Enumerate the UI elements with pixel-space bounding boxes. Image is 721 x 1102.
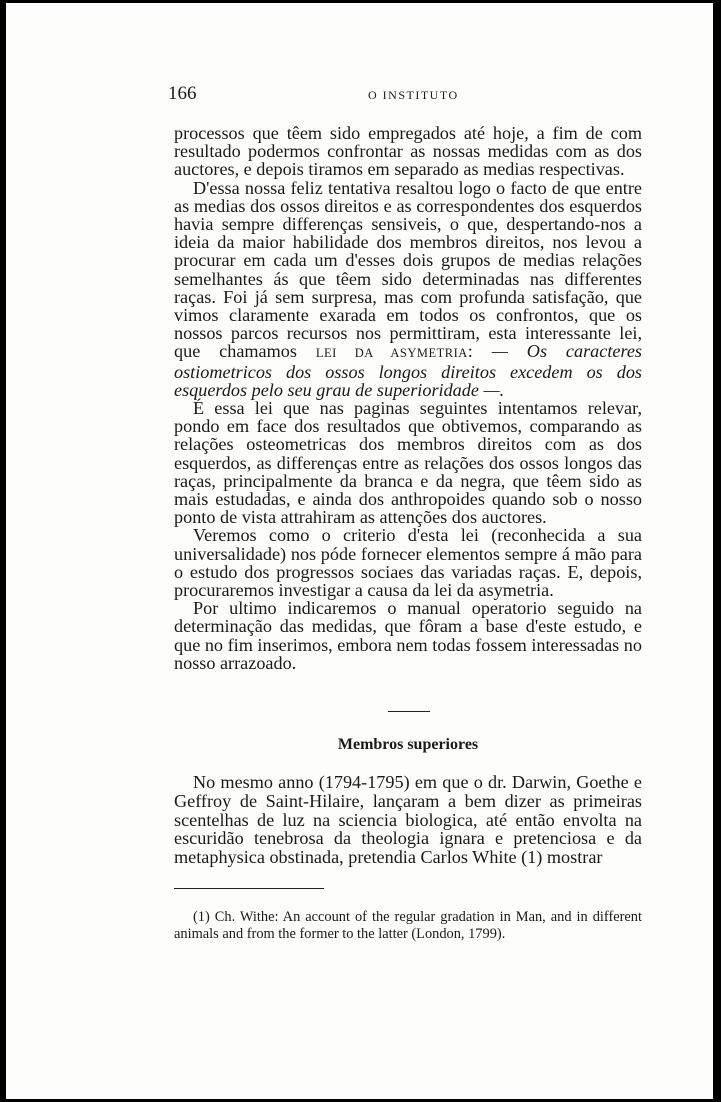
paragraph-5: Por ultimo indicaremos o manual operatorio seguido na determinação das medidas, que fôram a base d'este estudo, e que no fim inserimos, embora nem todas fossem interessadas no nosso arrazoado.	[174, 598, 642, 673]
paragraph-4: Veremos como o criterio d'esta lei (reconhecida a sua universalidade) nos póde fornecer elementos sempre á mão para o estudo dos progressos sociaes das variadas raças. E, depois, procuraremos investigar a causa da lei da asymetria.	[174, 525, 642, 601]
section-separator	[388, 711, 430, 712]
lei-da-asymetria-label: LEI DA ASYMETRIA	[315, 346, 468, 361]
paragraph-2-colon: :	[467, 341, 473, 362]
running-title: O INSTITUTO	[368, 88, 459, 102]
law-statement-italic: — Os caracteres ostiometricos dos ossos longos direitos excedem os dos esquerdos pelo seu grau de superioridade —.	[174, 341, 642, 400]
section-text	[174, 773, 642, 867]
running-header	[168, 83, 648, 107]
paragraph-2	[174, 179, 642, 399]
footnote	[174, 909, 642, 942]
main-text	[174, 124, 642, 672]
footnote-text: (1) Ch. Withe: An account of the regular gradation in Man, and in different animals and from the former to the latter (London, 1799).	[174, 909, 642, 942]
footnote-rule	[174, 888, 324, 889]
page-number: 166	[168, 83, 197, 104]
paragraph-2-text: D'essa nossa feliz tentativa resaltou logo o facto de que entre as medias dos ossos direitos e as correspondentes dos esquerdos havia sempre differenças sensiveis, o que, despertando-nos a ideia da maior habilidade dos membros direitos, nos levou a procurar em cada um d'esses dois grupos de medias relações semelhantes ás que têem sido determinadas nas differentes raças. Foi já sem surpresa, mas com profunda satisfação, que vimos claramente exarada em todos os confrontos, que os nossos parcos recursos nos permittiram, esta interessante lei, que chamamos	[174, 177, 642, 362]
section-paragraph-1: No mesmo anno (1794-1795) em que o dr. Darwin, Goethe e Geffroy de Saint-Hilaire, lançaram a bem dizer as primeiras scentelhas de luz na sciencia biologica, até então envolta na escuridão tenebrosa da theologia ignara e pretenciosa e da metaphysica obstinada, pretendia Carlos White (1) mostrar	[174, 772, 642, 868]
paragraph-3: É essa lei que nas paginas seguintes intentamos relevar, pondo em face dos resultados que obtivemos, comparando as relações osteometricas dos membros direitos com as dos esquerdos, as differenças entre as relações dos ossos longos das raças, principalmente da branca e da negra, que têem sido as mais estudadas, e ainda dos anthropoides quando sob o nosso ponto de vista attrahiram as attenções dos auctores.	[174, 398, 642, 528]
paragraph-1: processos que têem sido empregados até hoje, a fim de com resultado podermos confrontar as nossas medidas com as dos auctores, e depois tiramos em separado as medias respectivas.	[174, 123, 642, 180]
section-heading: Membros superiores	[337, 736, 479, 753]
